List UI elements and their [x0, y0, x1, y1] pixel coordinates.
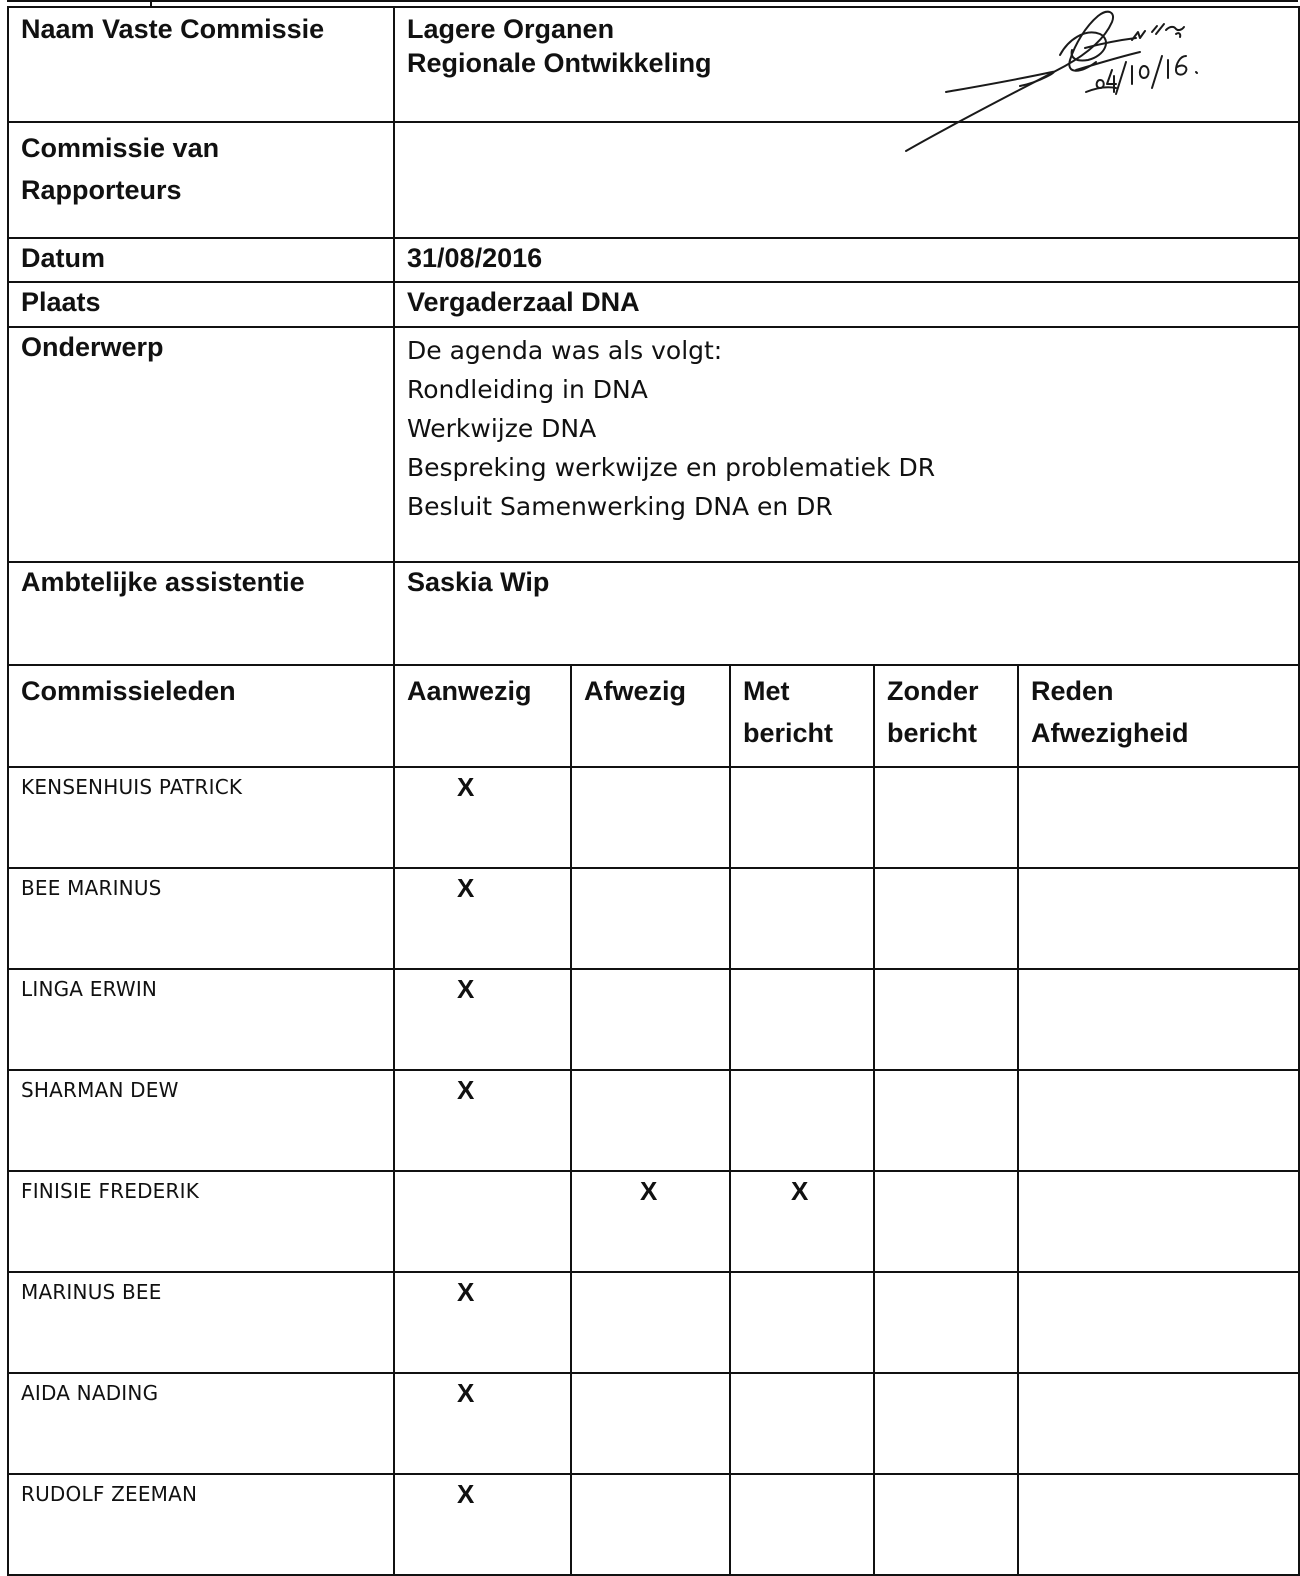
without-notice-header-line2: bericht	[887, 718, 978, 748]
commission-label-cell	[8, 7, 394, 122]
absence-reason	[1018, 1171, 1299, 1272]
place-value: Vergaderzaal DNA	[407, 287, 640, 317]
agenda-item: Bespreking werkwijze en problematiek DR	[407, 453, 936, 482]
agenda-item: Rondleiding in DNA	[407, 375, 648, 404]
absent-mark	[571, 1070, 730, 1171]
subject-value-cell	[394, 327, 1299, 562]
place-label: Plaats	[21, 287, 101, 317]
absence-reason	[1018, 767, 1299, 868]
col-header-without-notice	[874, 665, 1018, 767]
member-row	[8, 969, 1299, 1070]
date-label-cell	[8, 238, 394, 282]
absent-mark	[571, 1272, 730, 1373]
member-name: LINGA ERWIN	[8, 969, 394, 1070]
member-name: KENSENHUIS PATRICK	[8, 767, 394, 868]
date-value-cell	[394, 238, 1299, 282]
present-mark: X	[394, 1070, 571, 1171]
with-notice-mark	[730, 1272, 874, 1373]
without-notice-mark	[874, 1373, 1018, 1474]
without-notice-mark	[874, 1474, 1018, 1575]
commission-value-line1: Lagere Organen	[407, 14, 615, 44]
subject-label: Onderwerp	[21, 332, 164, 362]
date-label: Datum	[21, 243, 106, 273]
absent-header: Afwezig	[584, 676, 687, 706]
row-date	[8, 238, 1299, 282]
member-row	[8, 1272, 1299, 1373]
reason-header-line2: Afwezigheid	[1031, 718, 1189, 748]
without-notice-mark	[874, 1070, 1018, 1171]
present-mark: X	[394, 969, 571, 1070]
member-row	[8, 868, 1299, 969]
absence-reason	[1018, 1373, 1299, 1474]
without-notice-mark	[874, 868, 1018, 969]
with-notice-mark: X	[730, 1171, 874, 1272]
member-row	[8, 1474, 1299, 1575]
assist-value-cell	[394, 562, 1299, 665]
present-mark: X	[394, 767, 571, 868]
rapporteurs-label-line1: Commissie van	[21, 133, 220, 163]
col-header-absent	[571, 665, 730, 767]
absence-reason	[1018, 1070, 1299, 1171]
with-notice-mark	[730, 868, 874, 969]
agenda-intro: De agenda was als volgt:	[407, 336, 723, 365]
col-header-present	[394, 665, 571, 767]
meeting-table	[7, 6, 1300, 1576]
signature-drawing	[900, 0, 1230, 160]
absent-mark	[571, 1474, 730, 1575]
place-value-cell	[394, 282, 1299, 327]
member-row	[8, 1373, 1299, 1474]
member-row	[8, 1171, 1299, 1272]
reason-header-line1: Reden	[1031, 676, 1114, 706]
without-notice-mark	[874, 969, 1018, 1070]
col-header-reason	[1018, 665, 1299, 767]
present-mark: X	[394, 1272, 571, 1373]
absent-mark	[571, 1373, 730, 1474]
with-notice-mark	[730, 1373, 874, 1474]
commission-value-line2: Regionale Ontwikkeling	[407, 48, 712, 78]
row-place	[8, 282, 1299, 327]
assist-value: Saskia Wip	[407, 567, 550, 597]
absent-mark: X	[571, 1171, 730, 1272]
without-notice-mark	[874, 767, 1018, 868]
without-notice-header-line1: Zonder	[887, 676, 979, 706]
member-name: BEE MARINUS	[8, 868, 394, 969]
date-value: 31/08/2016	[407, 243, 543, 273]
rapporteurs-label-line2: Rapporteurs	[21, 175, 182, 205]
member-name: FINISIE FREDERIK	[8, 1171, 394, 1272]
absence-reason	[1018, 868, 1299, 969]
present-mark: X	[394, 1373, 571, 1474]
present-mark	[394, 1171, 571, 1272]
with-notice-header-line1: Met	[743, 676, 790, 706]
rapporteurs-label-cell	[8, 122, 394, 238]
member-row	[8, 767, 1299, 868]
present-mark: X	[394, 1474, 571, 1575]
agenda-item: Besluit Samenwerking DNA en DR	[407, 492, 833, 521]
present-header: Aanwezig	[407, 676, 532, 706]
assist-label: Ambtelijke assistentie	[21, 567, 305, 597]
with-notice-header-line2: bericht	[743, 718, 834, 748]
place-label-cell	[8, 282, 394, 327]
member-row	[8, 1070, 1299, 1171]
member-name: SHARMAN DEW	[8, 1070, 394, 1171]
absence-reason	[1018, 1272, 1299, 1373]
with-notice-mark	[730, 1474, 874, 1575]
member-name: MARINUS BEE	[8, 1272, 394, 1373]
members-header: Commissieleden	[21, 676, 236, 706]
absent-mark	[571, 969, 730, 1070]
with-notice-mark	[730, 1070, 874, 1171]
assist-label-cell	[8, 562, 394, 665]
with-notice-mark	[730, 767, 874, 868]
without-notice-mark	[874, 1272, 1018, 1373]
without-notice-mark	[874, 1171, 1018, 1272]
member-name: RUDOLF ZEEMAN	[8, 1474, 394, 1575]
with-notice-mark	[730, 969, 874, 1070]
present-mark: X	[394, 868, 571, 969]
member-name: AIDA NADING	[8, 1373, 394, 1474]
attendance-header-row	[8, 665, 1299, 767]
row-subject	[8, 327, 1299, 562]
absence-reason	[1018, 969, 1299, 1070]
absent-mark	[571, 868, 730, 969]
absent-mark	[571, 767, 730, 868]
subject-label-cell	[8, 327, 394, 562]
agenda-item: Werkwijze DNA	[407, 414, 597, 443]
col-header-members	[8, 665, 394, 767]
col-header-with-notice	[730, 665, 874, 767]
row-assistance	[8, 562, 1299, 665]
absence-reason	[1018, 1474, 1299, 1575]
handwritten-signature	[900, 0, 1230, 160]
commission-label: Naam Vaste Commissie	[21, 14, 325, 44]
